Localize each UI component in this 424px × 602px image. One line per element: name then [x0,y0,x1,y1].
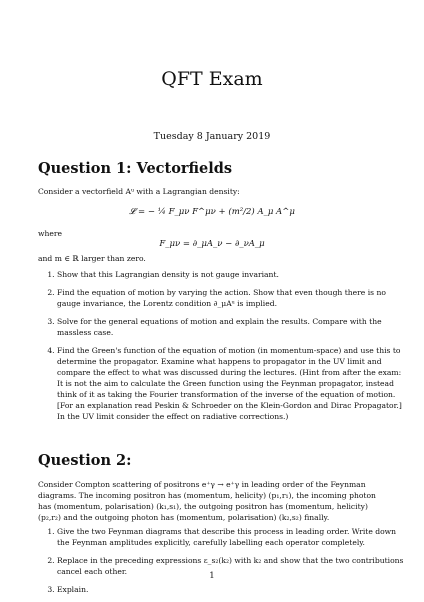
question-2-item-3: 3. Explain. [57,584,407,595]
document-title: QFT Exam [161,68,263,90]
question-2-item-2: 2. Replace in the preceding expressions ε_s₂(k₂) with k₂ and show that the two contributions cancel each other. [57,555,407,577]
question-2-heading: Question 2: [38,452,132,469]
question-1-item-1: 1. Show that this Lagrangian density is not gauge invariant. [57,269,407,280]
question-2-intro: Consider Compton scattering of positrons e⁺γ → e⁺γ in leading order of the Feynman diagrams. The incoming positron has (momentum, helicity) (p₁,r₁), the incoming photon has (momentum, polarisation) (k₁,s₁), the outgoing positron has (momentum, helicity) (p₂,r₂) and the outgoing photon has (momentum, polarisation) (k₂,s₂) finally. [38,480,376,522]
question-2-list [38,526,407,602]
question-1-item-2: 2. Find the equation of motion by varying the action. Show that even though there is no gauge invariance, the Lorentz condition ∂_μAᵘ is implied. [57,287,407,309]
question-1-intro: Consider a vectorfield Aᵘ with a Lagrangian density: [38,187,240,196]
question-1-item-3: 3. Solve for the general equations of motion and explain the results. Compare with the massless case. [57,316,407,338]
field-strength-equation: F_μν = ∂_μA_ν − ∂_νA_μ [159,239,265,249]
question-1-item-4: 4. Find the Green's function of the equation of motion (in momentum-space) and use this to determine the propagator. Examine what happens to propagator in the UV limit and compare the effect to what was discussed during the lectures. (Hint from after the exam: It is not the aim to calculate the Green function using the Feynman propagator, instead think of it as taking the Fourier transformation of the inverse of the equation of motion. [For an explanation read Peskin & Schroeder on the Klein-Gordon and Dirac Propagator.] In the UV limit consider the effect on radiative corrections.) [57,345,407,422]
question-1-list [38,269,407,429]
question-1-heading: Question 1: Vectorfields [38,160,233,177]
lagrangian-equation: 𝓛 = − ¼ F_μν F^μν + (m²/2) A_μ A^μ [129,207,295,217]
where-label: where [38,229,63,238]
question-2-item-1: 1. Give the two Feynman diagrams that describe this process in leading order. Write down the Feynman amplitudes explicitly, carefully labelling each operator completely. [57,526,407,548]
mass-condition: and m ∈ ℝ larger than zero. [38,254,146,263]
page-number: 1 [209,571,215,581]
exam-date: Tuesday 8 January 2019 [153,131,271,142]
